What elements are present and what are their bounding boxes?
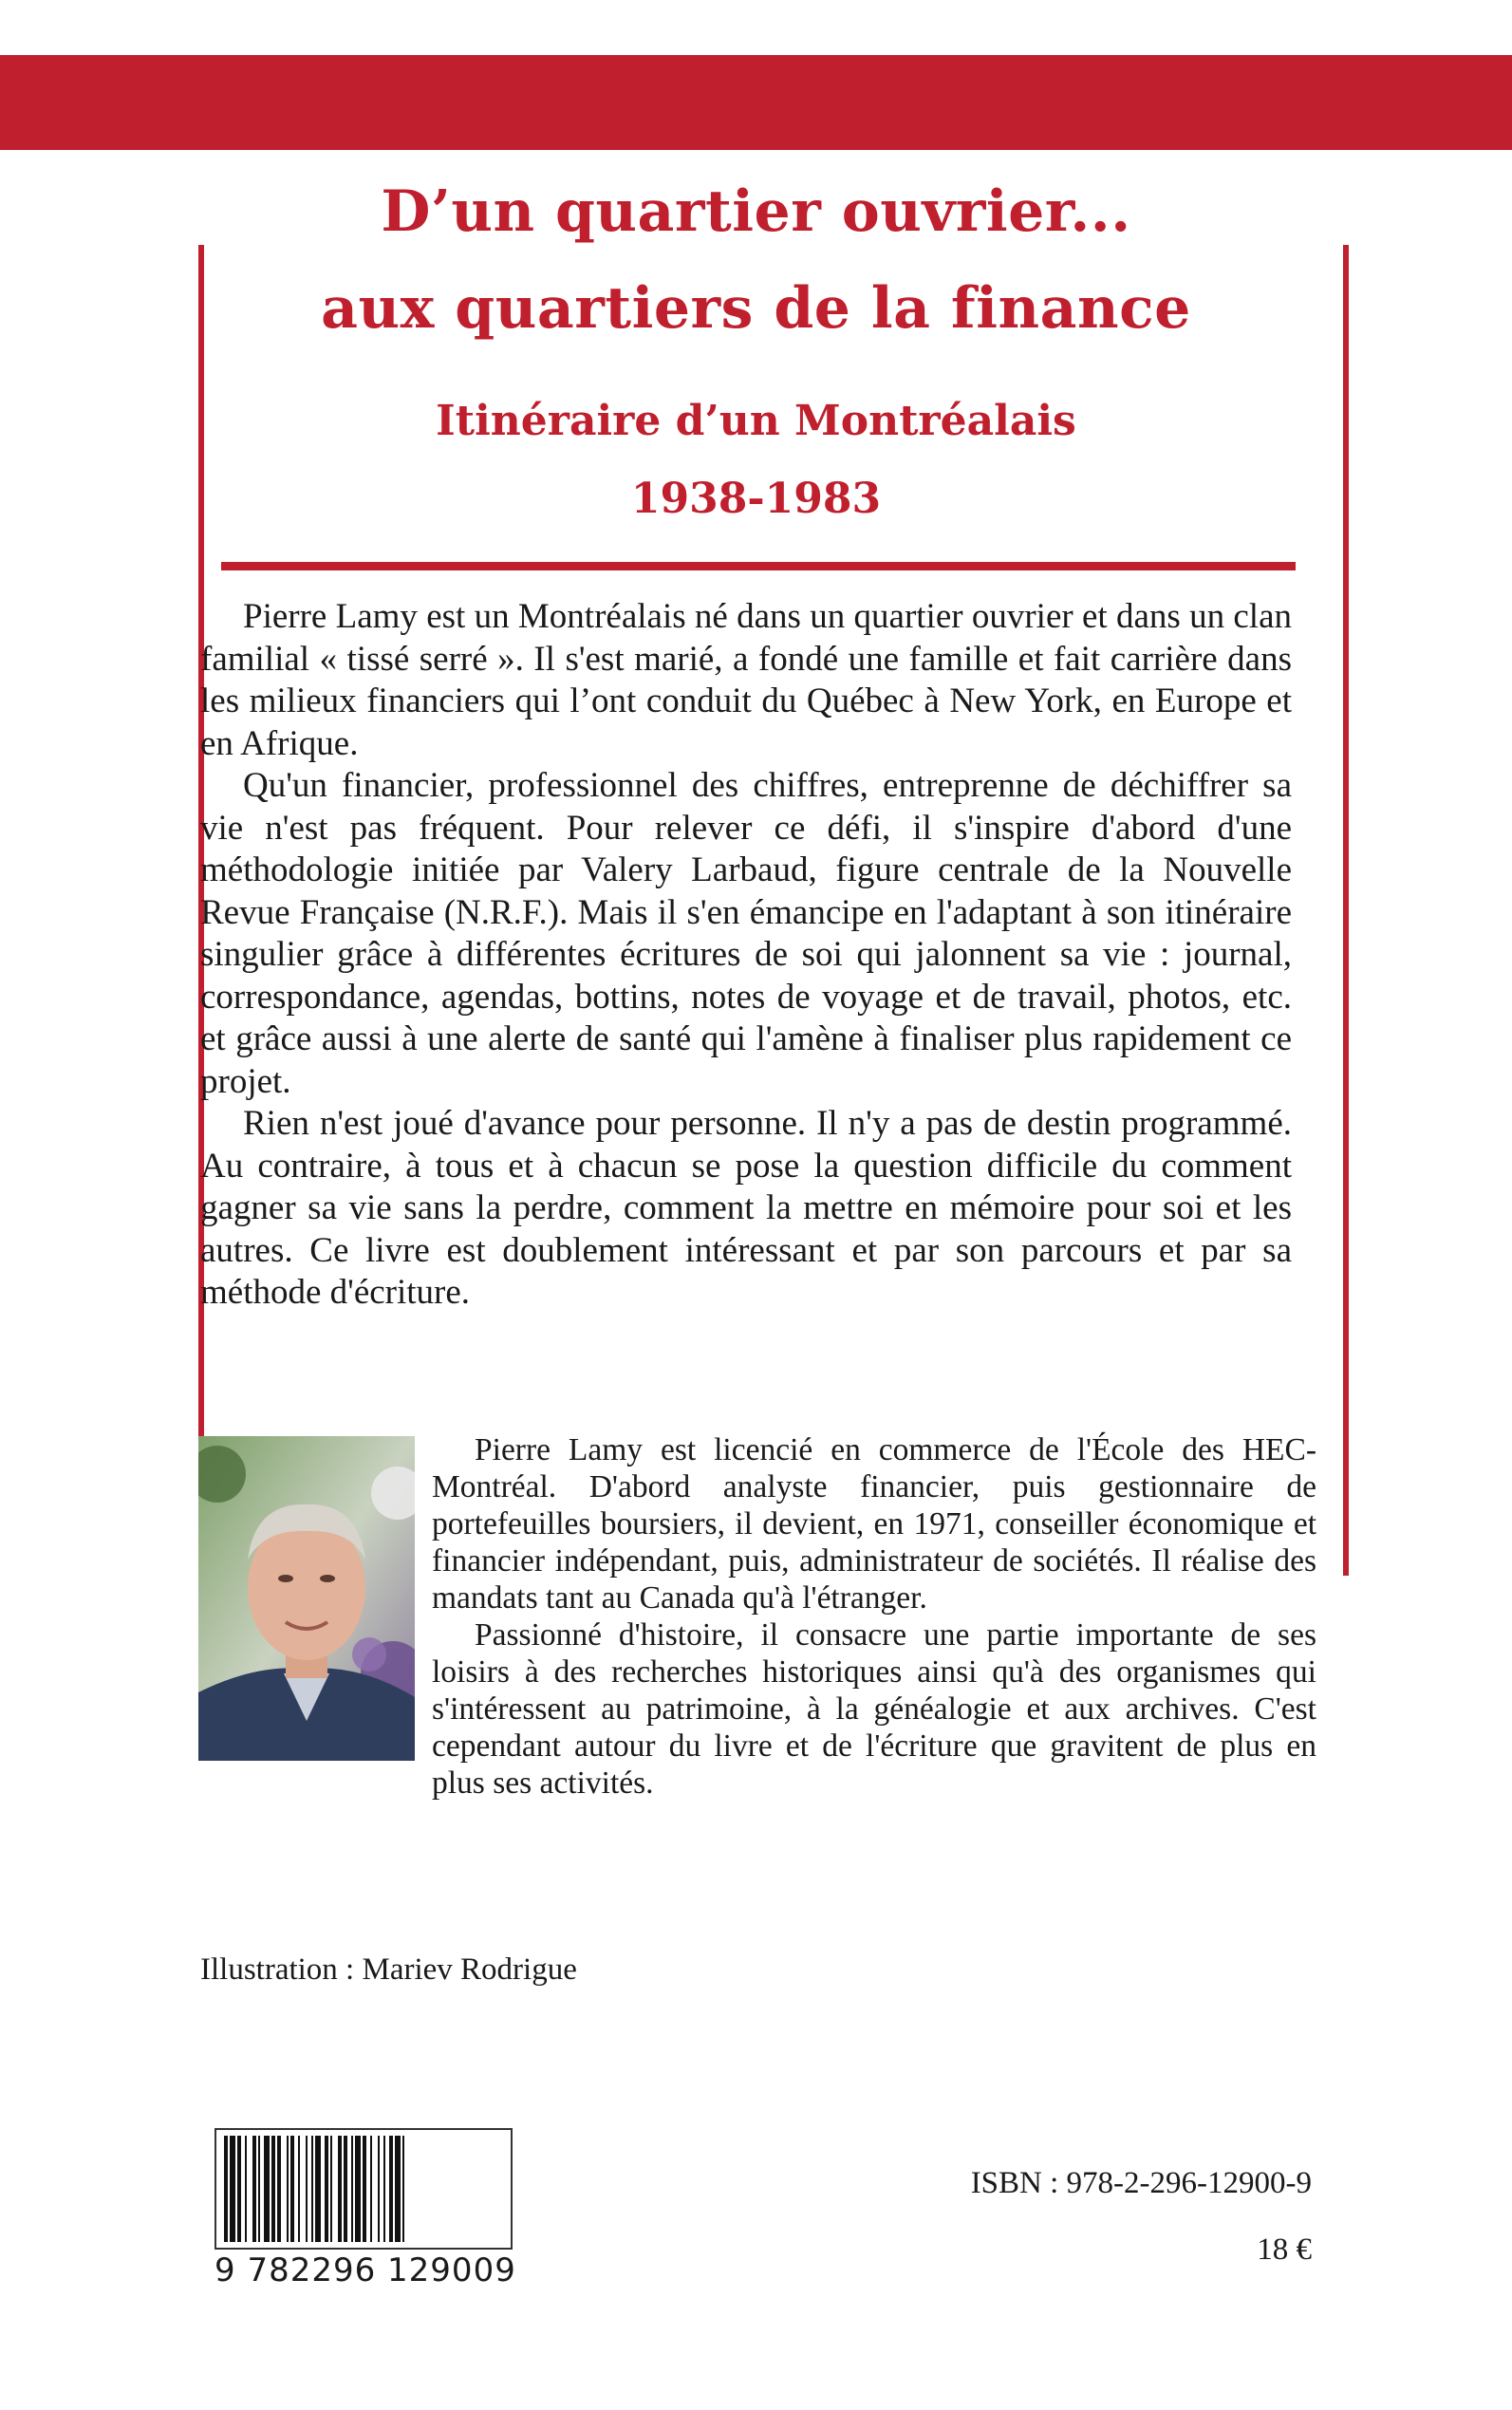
barcode-bar	[298, 2136, 300, 2242]
barcode-bar	[402, 2136, 404, 2242]
barcode-bar	[351, 2136, 353, 2242]
barcode-bar	[363, 2136, 366, 2242]
summary-paragraph: Qu'un financier, professionnel des chiffres, entreprenne de déchiffrer sa vie n'est pas fréquent. Pour relever ce défi, il s'inspire d'abord d'une méthodologie initiée par Valery Larbaud, figure centrale de la Nouvelle Revue Française (N.R.F.). Mais il s'en émancipe en l'adaptant à son itinéraire singulier grâce à différentes écritures de soi qui jalonnent sa vie : journal, correspondance, agendas, bottins, notes de voyage et de travail, photos, etc. et grâce aussi à une alerte de santé qui l'amène à finaliser plus rapidement ce projet.	[200, 766, 1292, 1101]
barcode-bar	[237, 2136, 241, 2242]
barcode-bar	[287, 2136, 289, 2242]
barcode-bar	[330, 2136, 332, 2242]
barcode-bar	[325, 2136, 328, 2242]
barcode	[215, 2128, 513, 2250]
barcode-bar	[306, 2136, 308, 2242]
book-title-line-1: D’un quartier ouvrier...	[381, 178, 1131, 245]
summary-paragraph: Rien n'est joué d'avance pour personne. Il n'y a pas de destin programmé. Au contraire, à tous et à chacun se pose la question difficile du comment gagner sa vie sans la perdre, comment la mettre en mémoire pour soi et les autres. Ce livre est doublement intéressant et par son parcours et par sa méthode d'écriture.	[200, 1104, 1292, 1312]
barcode-bar	[383, 2136, 385, 2242]
barcode-digits: 9 782296 129009	[215, 2251, 516, 2289]
book-title-line-2: aux quartiers de la finance	[321, 275, 1191, 342]
author-bio	[198, 1431, 1316, 1802]
top-color-band	[0, 55, 1512, 150]
barcode-bar	[370, 2136, 372, 2242]
barcode-bar	[271, 2136, 275, 2242]
barcode-bar	[224, 2136, 228, 2242]
title-divider	[221, 562, 1296, 570]
isbn: ISBN : 978-2-296-12900-9	[970, 2166, 1312, 2200]
book-subtitle: Itinéraire d’un Montréalais	[436, 397, 1076, 445]
barcode-bar	[245, 2136, 247, 2242]
barcode-bar	[311, 2136, 313, 2242]
price: 18 €	[1257, 2233, 1312, 2267]
book-years: 1938-1983	[630, 475, 882, 523]
barcode-bar	[389, 2136, 393, 2242]
barcode-bar	[378, 2136, 380, 2242]
bio-paragraph: Pierre Lamy est licencié en commerce de l'École des HEC-Montréal. D'abord analyste financier, puis gestionnaire de portefeuilles boursiers, il devient, en 1971, conseiller économique et financier indépendant, puis, administrateur de sociétés. Il réalise des mandats tant au Canada qu'à l'étranger.	[432, 1432, 1316, 1616]
barcode-bar	[290, 2136, 294, 2242]
barcode-bar	[252, 2136, 256, 2242]
bio-paragraph: Passionné d'histoire, il consacre une partie importante de ses loisirs à des recherches historiques ainsi qu'à des organismes qui s'intéressent au patrimoine, à la généalogie et aux archives. C'est cependant autour du livre et de l'écriture que gravitent de plus en plus ses activités.	[432, 1617, 1316, 1801]
summary-text	[200, 596, 1292, 1315]
barcode-bar	[230, 2136, 235, 2242]
barcode-bar	[264, 2136, 270, 2242]
barcode-bar	[395, 2136, 401, 2242]
barcode-bar	[338, 2136, 342, 2242]
barcode-bar	[277, 2136, 281, 2242]
summary-paragraph: Pierre Lamy est un Montréalais né dans un quartier ouvrier et dans un clan familial « tissé serré ». Il s'est marié, a fondé une famille et fait carrière dans les milieux financiers qui l’ont conduit du Québec à New York, en Europe et en Afrique.	[200, 597, 1292, 763]
barcode-bar	[344, 2136, 347, 2242]
barcode-bar	[315, 2136, 321, 2242]
barcode-bar	[258, 2136, 260, 2242]
illustration-credit: Illustration : Mariev Rodrigue	[200, 1952, 577, 1987]
barcode-bar	[355, 2136, 361, 2242]
